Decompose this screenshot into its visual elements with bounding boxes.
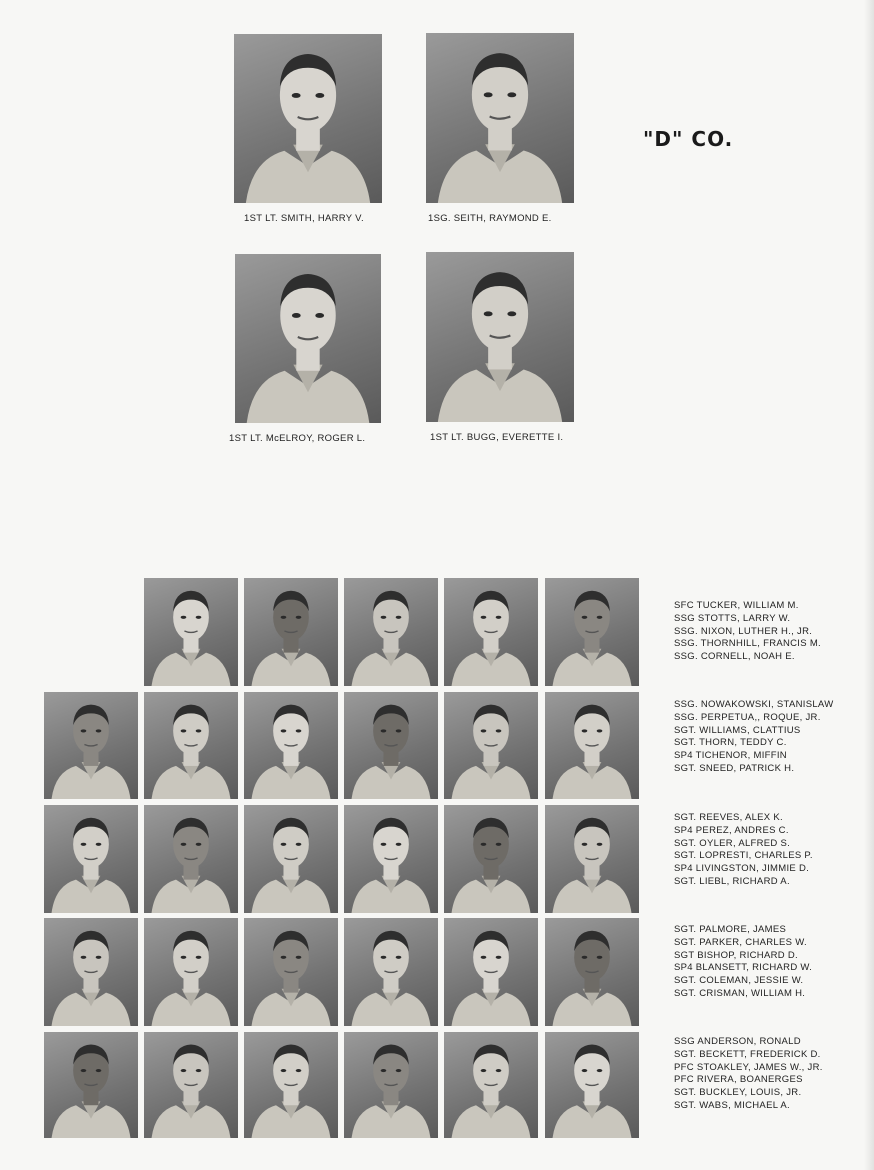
roster-names-row-1 <box>674 600 821 664</box>
roster-name: SSG STOTTS, LARRY W. <box>674 612 791 624</box>
portrait-silhouette <box>426 252 574 422</box>
officer-portrait <box>235 254 381 423</box>
portrait-silhouette <box>444 1032 538 1138</box>
portrait-silhouette <box>444 692 538 799</box>
roster-portrait <box>545 918 639 1026</box>
roster-name: SP4 TICHENOR, MIFFIN <box>674 750 787 762</box>
roster-portrait <box>44 805 138 913</box>
roster-portrait <box>244 918 338 1026</box>
roster-names-row-4 <box>674 924 812 1001</box>
roster-portrait <box>344 578 438 686</box>
roster-portrait <box>44 692 138 799</box>
roster-portrait <box>444 805 538 913</box>
roster-portrait <box>144 805 238 913</box>
roster-portrait <box>344 1032 438 1138</box>
roster-name: PFC RIVERA, BOANERGES <box>674 1074 803 1086</box>
roster-name: SSG. CORNELL, NOAH E. <box>674 651 795 663</box>
portrait-silhouette <box>545 578 639 686</box>
portrait-silhouette <box>44 692 138 799</box>
portrait-silhouette <box>545 805 639 913</box>
roster-portrait <box>244 578 338 686</box>
roster-name: SSG. PERPETUA,, ROQUE, JR. <box>674 711 821 723</box>
roster-portrait <box>444 1032 538 1138</box>
portrait-silhouette <box>545 692 639 799</box>
roster-portrait <box>545 692 639 799</box>
roster-name: SGT. WABS, MICHAEL A. <box>674 1099 790 1111</box>
roster-name: SGT BISHOP, RICHARD D. <box>674 949 798 961</box>
roster-name: SSG. NOWAKOWSKI, STANISLAW <box>674 699 834 710</box>
roster-name: SGT. PARKER, CHARLES W. <box>674 936 807 948</box>
roster-name: SP4 LIVINGSTON, JIMMIE D. <box>674 863 810 875</box>
roster-name: SSG. NIXON, LUTHER H., JR. <box>674 625 813 637</box>
roster-portrait <box>344 918 438 1026</box>
portrait-silhouette <box>344 918 438 1026</box>
portrait-silhouette <box>44 1032 138 1138</box>
roster-portrait <box>344 692 438 799</box>
portrait-silhouette <box>244 805 338 913</box>
roster-portrait <box>244 1032 338 1138</box>
roster-portrait <box>144 1032 238 1138</box>
roster-portrait <box>244 805 338 913</box>
roster-portrait <box>44 918 138 1026</box>
roster-name: SSG. THORNHILL, FRANCIS M. <box>674 638 821 650</box>
roster-portrait <box>344 805 438 913</box>
roster-name: SP4 PEREZ, ANDRES C. <box>674 824 789 836</box>
roster-name: SGT. WILLIAMS, CLATTIUS <box>674 724 801 736</box>
portrait-silhouette <box>444 805 538 913</box>
officer-portrait <box>426 33 574 203</box>
roster-portrait <box>545 1032 639 1138</box>
portrait-silhouette <box>244 692 338 799</box>
officer-caption: 1ST LT. SMITH, HARRY V. <box>244 213 364 224</box>
roster-name: SGT. REEVES, ALEX K. <box>674 812 783 823</box>
roster-name: SGT. BUCKLEY, LOUIS, JR. <box>674 1087 802 1099</box>
officer-caption: 1ST LT. BUGG, EVERETTE I. <box>430 432 564 443</box>
roster-portrait <box>244 692 338 799</box>
portrait-silhouette <box>44 805 138 913</box>
portrait-silhouette <box>234 34 382 203</box>
portrait-silhouette <box>344 1032 438 1138</box>
portrait-silhouette <box>344 578 438 686</box>
roster-name: SGT. COLEMAN, JESSIE W. <box>674 975 804 987</box>
officer-caption: 1ST LT. McELROY, ROGER L. <box>229 433 366 444</box>
roster-name: SGT. THORN, TEDDY C. <box>674 737 787 749</box>
roster-name: SGT. SNEED, PATRICK H. <box>674 762 795 774</box>
portrait-silhouette <box>244 918 338 1026</box>
portrait-silhouette <box>444 918 538 1026</box>
page-edge-shadow <box>864 0 874 1170</box>
officer-caption: 1SG. SEITH, RAYMOND E. <box>428 213 552 224</box>
roster-name: SGT. OYLER, ALFRED S. <box>674 837 791 849</box>
portrait-silhouette <box>344 805 438 913</box>
roster-name: PFC STOAKLEY, JAMES W., JR. <box>674 1061 823 1073</box>
portrait-silhouette <box>235 254 381 423</box>
portrait-silhouette <box>545 918 639 1026</box>
roster-portrait <box>444 692 538 799</box>
roster-name: SSG ANDERSON, RONALD <box>674 1036 801 1047</box>
roster-portrait <box>545 578 639 686</box>
portrait-silhouette <box>244 1032 338 1138</box>
roster-portrait <box>444 918 538 1026</box>
roster-name: SGT. CRISMAN, WILLIAM H. <box>674 987 806 999</box>
roster-portrait <box>44 1032 138 1138</box>
portrait-silhouette <box>244 578 338 686</box>
roster-name: SGT. LIEBL, RICHARD A. <box>674 875 790 887</box>
portrait-silhouette <box>344 692 438 799</box>
portrait-silhouette <box>426 33 574 203</box>
roster-name: SP4 BLANSETT, RICHARD W. <box>674 962 813 974</box>
portrait-silhouette <box>444 578 538 686</box>
portrait-silhouette <box>545 1032 639 1138</box>
officer-portrait <box>426 252 574 422</box>
portrait-silhouette <box>144 1032 238 1138</box>
roster-portrait <box>545 805 639 913</box>
roster-name: SGT. PALMORE, JAMES <box>674 924 787 935</box>
portrait-silhouette <box>144 578 238 686</box>
portrait-silhouette <box>144 918 238 1026</box>
roster-names-row-2 <box>674 699 833 776</box>
roster-name: SGT. LOPRESTI, CHARLES P. <box>674 850 813 862</box>
officer-portrait <box>234 34 382 203</box>
page-title: "D" CO. <box>643 127 734 151</box>
roster-names-row-3 <box>674 812 813 889</box>
roster-name: SGT. BECKETT, FREDERICK D. <box>674 1048 821 1060</box>
roster-name: SFC TUCKER, WILLIAM M. <box>674 600 799 611</box>
roster-portrait <box>444 578 538 686</box>
portrait-silhouette <box>144 692 238 799</box>
roster-portrait <box>144 918 238 1026</box>
roster-portrait <box>144 578 238 686</box>
portrait-silhouette <box>44 918 138 1026</box>
roster-names-row-5 <box>674 1036 823 1113</box>
roster-portrait <box>144 692 238 799</box>
portrait-silhouette <box>144 805 238 913</box>
